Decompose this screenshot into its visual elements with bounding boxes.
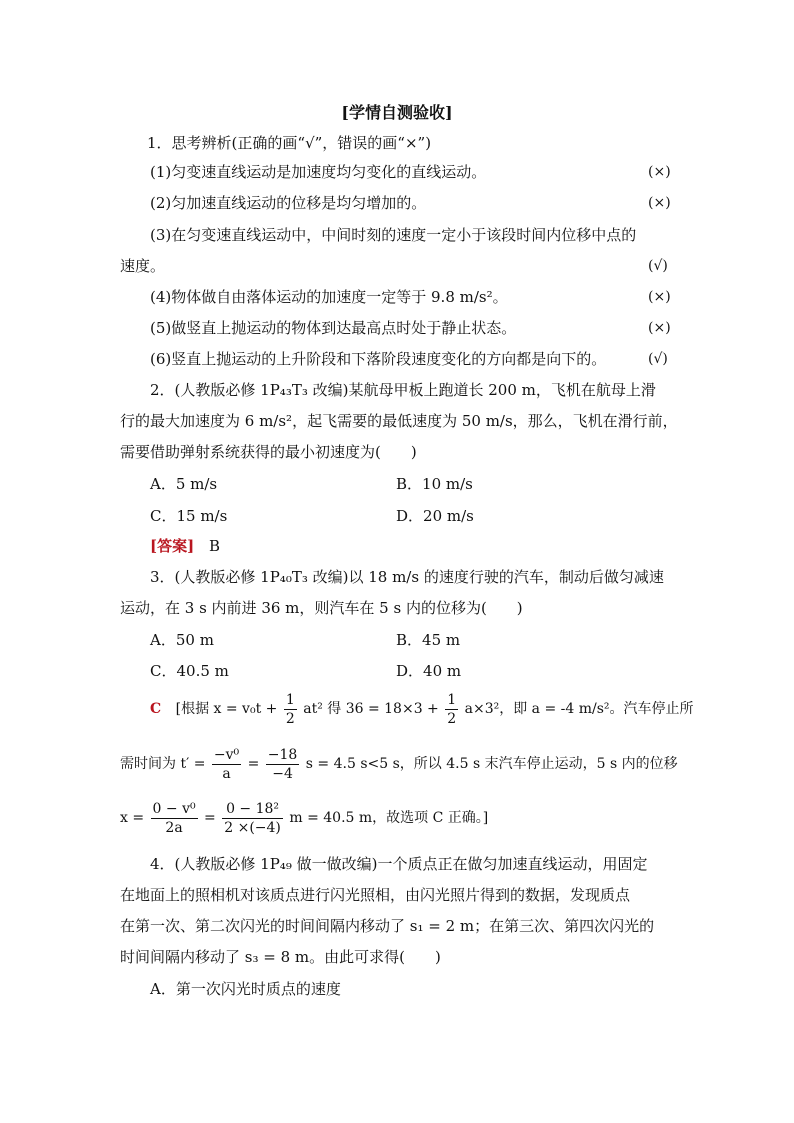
frac-den: 2 ×(−4)	[224, 819, 281, 836]
solution-text: a×3²，即 a = -4 m/s²。汽车停止所	[464, 701, 694, 717]
q2-line-3: 需要借助弹射系统获得的最小初速度为( )	[120, 443, 417, 461]
fraction-half	[445, 691, 458, 728]
q3-option-d: D．40 m	[396, 662, 462, 680]
solution-text: at² 得 36 = 18×3 +	[303, 701, 439, 717]
section-title: [学情自测验收]	[341, 103, 453, 122]
frac-num: 0 − v⁰	[152, 800, 196, 817]
q1-item-5: (5)做竖直上抛运动的物体到达最高点时处于静止状态。	[150, 319, 517, 337]
q4-line-2: 在地面上的照相机对该质点进行闪光照相，由闪光照片得到的数据，发现质点	[120, 886, 631, 904]
q2-line-2: 行的最大加速度为 6 m/s²，起飞需要的最低速度为 50 m/s，那么，飞机在滑行前，	[120, 412, 678, 430]
fraction-t2	[266, 746, 300, 783]
q4-line-1: 4．(人教版必修 1P₄₉ 做一做改编)一个质点正在做匀加速直线运动，用固定	[150, 855, 648, 873]
q2-line-1: 2．(人教版必修 1P₄₃T₃ 改编)某航母甲板上跑道长 200 m，飞机在航母上滑	[150, 381, 656, 399]
q3-option-b: B．45 m	[396, 631, 461, 649]
frac-num: −18	[267, 746, 298, 763]
q1-item-1-mark: (×)	[648, 164, 671, 180]
solution-letter: C	[150, 701, 162, 717]
q2-answer	[150, 535, 220, 557]
q3-solution-1	[150, 690, 694, 728]
frac-den: −4	[272, 765, 293, 782]
solution-text: s = 4.5 s<5 s，所以 4.5 s 末汽车停止运动，5 s 内的位移	[305, 756, 678, 772]
q4-option-a: A．第一次闪光时质点的速度	[150, 980, 341, 998]
solution-text: m = 40.5 m，故选项 C 正确。]	[289, 810, 489, 826]
q1-item-3-mark: (√)	[648, 258, 668, 274]
q1-item-6-mark: (√)	[648, 351, 668, 367]
q1-item-6: (6)竖直上抛运动的上升阶段和下落阶段速度变化的方向都是向下的。	[150, 350, 607, 368]
q1-item-3-cont: 速度。	[120, 257, 166, 275]
q2-option-d: D．20 m/s	[396, 507, 474, 525]
answer-label: [答案]	[150, 537, 195, 555]
q1-item-5-mark: (×)	[648, 320, 671, 336]
q3-line-2: 运动，在 3 s 内前进 36 m，则汽车在 5 s 内的位移为( )	[120, 599, 523, 617]
fraction-half	[284, 691, 297, 728]
fraction-t1	[212, 746, 241, 783]
q1-item-2-mark: (×)	[648, 195, 671, 211]
q3-option-c: C．40.5 m	[150, 662, 229, 680]
frac-num: 0 − 18²	[222, 800, 283, 819]
frac-den: 2	[447, 710, 457, 727]
q1-item-3: (3)在匀变速直线运动中，中间时刻的速度一定小于该段时间内位移中点的	[150, 226, 637, 244]
solution-text: x =	[120, 810, 145, 826]
q3-line-1: 3．(人教版必修 1P₄₀T₃ 改编)以 18 m/s 的速度行驶的汽车，制动后做匀减速	[150, 568, 664, 586]
solution-text: [根据 x = v₀t +	[175, 701, 278, 717]
q3-solution-3: x = $\frac{\text{0 − v⁰}}{2a}$ = $\frac{\text{0 − 18²}}{2 \times(-4)}$ m = 40.5 m，故选项 C 正确。]	[120, 800, 489, 836]
q4-line-3: 在第一次、第二次闪光的时间间隔内移动了 s₁ = 2 m；在第三次、第四次闪光的	[120, 917, 655, 935]
q3-option-a: A．50 m	[150, 631, 214, 649]
fraction-x2	[222, 800, 283, 837]
q2-option-b: B．10 m/s	[396, 475, 473, 493]
q2-option-c: C．15 m/s	[150, 507, 228, 525]
frac-den: 2a	[165, 819, 183, 836]
q1-item-1: (1)匀变速直线运动是加速度均匀变化的直线运动。	[150, 163, 487, 181]
fraction-x1	[151, 800, 198, 837]
solution-text: 需时间为 t′ =	[120, 756, 206, 772]
q4-line-4: 时间间隔内移动了 s₃ = 8 m。由此可求得( )	[120, 948, 441, 966]
q1-item-4: (4)物体做自由落体运动的加速度一定等于 9.8 m/s²。	[150, 288, 508, 306]
frac-num: 1	[285, 691, 295, 708]
q1-intro: 1．思考辨析(正确的画“√”，错误的画“×”)	[147, 134, 432, 152]
q2-option-a: A．5 m/s	[150, 475, 218, 493]
frac-num: −v⁰	[213, 746, 240, 763]
q3-solution-2: 需时间为 t′ = $\frac{\text{−v⁰}}{a}$ = $\frac{-18}{-4}$ s = 4.5 s<5 s，所以 4.5 s 末汽车停止运动，5 s 内的位移	[120, 746, 678, 782]
answer-value: B	[208, 537, 221, 555]
frac-num: 1	[447, 691, 457, 708]
frac-den: a	[222, 765, 231, 782]
q1-item-2: (2)匀加速直线运动的位移是均匀增加的。	[150, 194, 427, 212]
q1-item-4-mark: (×)	[648, 289, 671, 305]
frac-den: 2	[285, 710, 295, 727]
